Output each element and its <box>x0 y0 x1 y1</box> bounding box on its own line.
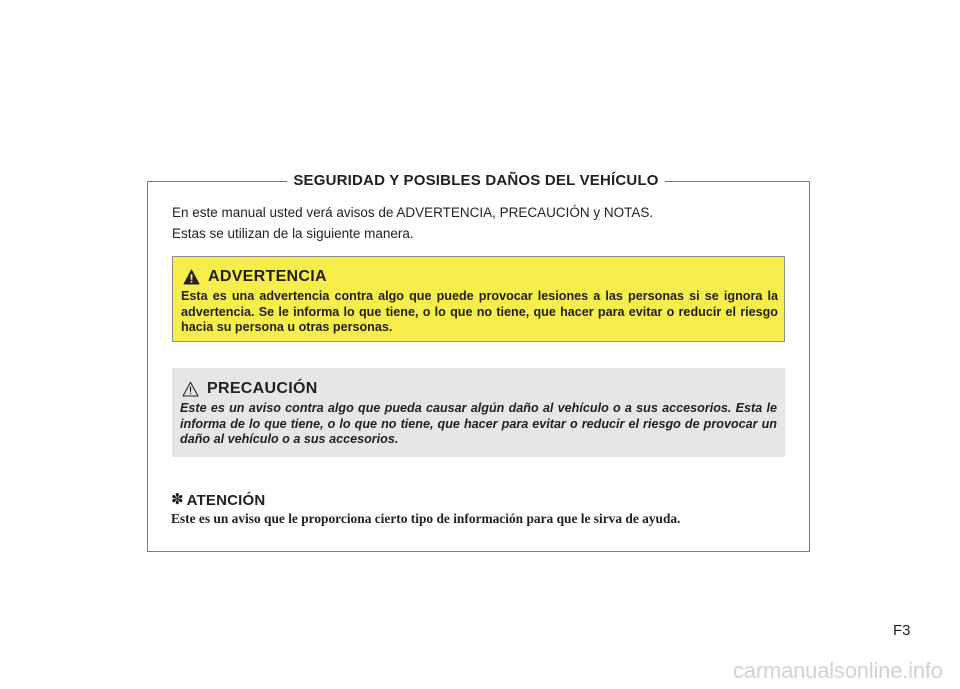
warning-triangle-outline-icon <box>182 381 199 397</box>
note-body: Este es un aviso que le proporciona cierto tipo de información para que le sirva de ayuda. <box>171 511 681 526</box>
caution-box <box>172 368 785 457</box>
note-title: ATENCIÓN <box>186 491 266 509</box>
warning-body: Esta es una advertencia contra algo que puede provocar lesiones a las personas si se ignora la advertencia. Se le informa lo que tiene, o lo que no tiene, que hacer para evitar o reducir el riesgo hacia su persona u otras personas. <box>181 289 778 334</box>
note-header <box>171 490 265 510</box>
asterisk-icon: ✽ <box>171 491 184 508</box>
caution-title: PRECAUCIÓN <box>207 380 318 397</box>
intro-line-1: En este manual usted verá avisos de ADVERTENCIA, PRECAUCIÓN y NOTAS. <box>172 205 654 220</box>
page-number: F3 <box>893 622 911 639</box>
watermark: carmanualsonline.info <box>733 658 943 683</box>
warning-title: ADVERTENCIA <box>208 268 327 285</box>
caution-body: Este es un aviso contra algo que pueda causar algún daño al vehículo o a sus accesorios. Esta le informa de lo que tiene, o lo que no tiene, que hacer para evitar o reducir el riesgo de provocar un daño al vehículo o a sus accesorios. <box>180 401 777 446</box>
section-title: SEGURIDAD Y POSIBLES DAÑOS DEL VEHÍCULO <box>287 170 665 192</box>
warning-box <box>172 256 785 342</box>
intro-line-2: Estas se utilizan de la siguiente manera. <box>172 226 414 241</box>
caution-header <box>182 379 318 399</box>
warning-triangle-filled-icon <box>183 269 200 285</box>
warning-header <box>183 267 327 287</box>
